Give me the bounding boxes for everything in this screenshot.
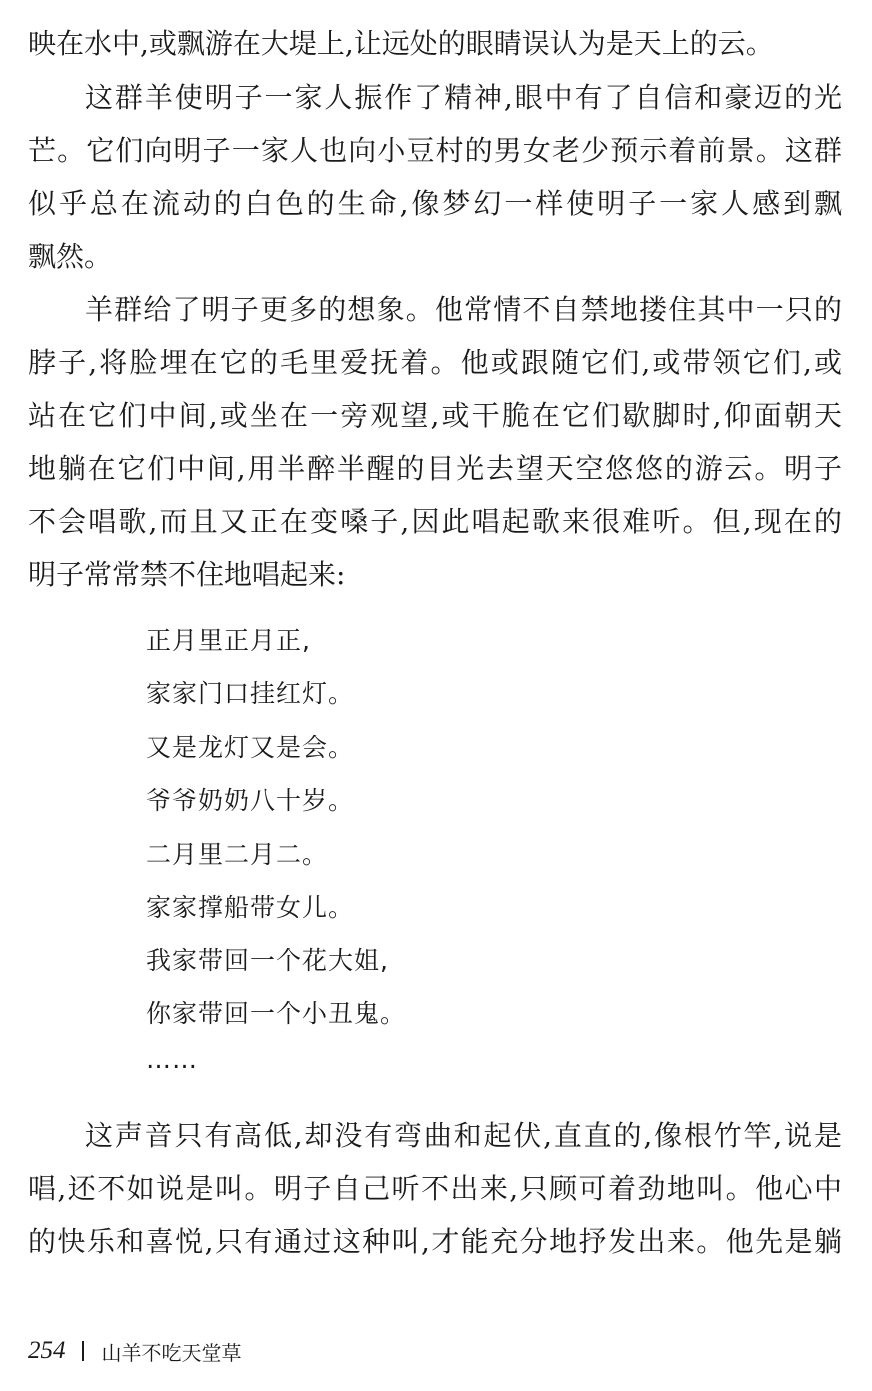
page-footer — [28, 1334, 242, 1368]
text-line: 似乎总在流动的白色的生命,像梦幻一样使明子一家人感到飘 — [28, 187, 842, 220]
text-line: 不会唱歌,而且又正在变嗓子,因此唱起歌来很难听。但,现在的 — [28, 505, 842, 538]
text-line: 芒。它们向明子一家人也向小豆村的男女老少预示着前景。这群 — [28, 134, 842, 167]
text-line: 明子常常禁不住地唱起来: — [28, 558, 346, 591]
poem-line: 又是龙灯又是会。 — [146, 733, 355, 762]
poem-line: 正月里正月正, — [146, 626, 311, 655]
text-line: 映在水中,或飘游在大堤上,让远处的眼睛误认为是天上的云。 — [28, 27, 774, 60]
text-line: 这群羊使明子一家人振作了精神,眼中有了自信和豪迈的光 — [85, 81, 842, 114]
footer-divider — [82, 1341, 84, 1361]
poem-line: 爷爷奶奶八十岁。 — [146, 786, 355, 815]
text-line: 地躺在它们中间,用半醉半醒的目光去望天空悠悠的游云。明子 — [28, 452, 842, 485]
text-line: 脖子,将脸埋在它的毛里爱抚着。他或跟随它们,或带领它们,或 — [28, 346, 842, 379]
poem-line: 二月里二月二。 — [146, 840, 329, 869]
poem-line: 家家门口挂红灯。 — [146, 679, 355, 708]
poem-ellipsis: …… — [146, 1045, 198, 1074]
poem-line: 我家带回一个花大姐, — [146, 946, 389, 975]
text-line: 唱,还不如说是叫。明子自己听不出来,只顾可着劲地叫。他心中 — [28, 1172, 842, 1205]
text-line: 这声音只有高低,却没有弯曲和起伏,直直的,像根竹竿,说是 — [85, 1119, 842, 1152]
text-line: 站在它们中间,或坐在一旁观望,或干脆在它们歇脚时,仰面朝天 — [28, 399, 842, 432]
poem-line: 家家撑船带女儿。 — [146, 893, 355, 922]
book-title: 山羊不吃天堂草 — [101, 1340, 242, 1365]
text-line: 羊群给了明子更多的想象。他常情不自禁地搂住其中一只的 — [85, 293, 842, 326]
text-line: 的快乐和喜悦,只有通过这种叫,才能充分地抒发出来。他先是躺 — [28, 1225, 842, 1258]
text-line: 飘然。 — [28, 240, 113, 273]
poem-line: 你家带回一个小丑鬼。 — [146, 999, 407, 1028]
page-number: 254 — [28, 1337, 66, 1364]
